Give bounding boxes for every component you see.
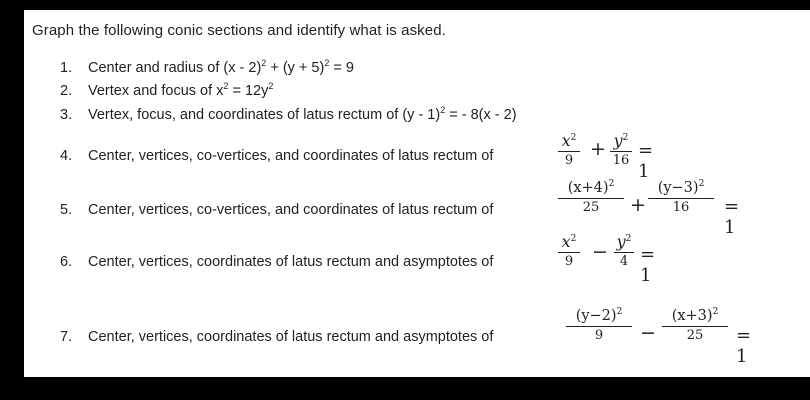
item-text: Vertex, focus, and coordinates of latus rectum of (y - 1) [88, 107, 441, 123]
item-number: 3. [60, 107, 73, 123]
item-text: Center, vertices, coordinates of latus rectum and asymptotes of [88, 329, 494, 345]
fraction [566, 309, 632, 342]
item-text: + (y + 5) [266, 60, 325, 76]
list-item-5 [60, 202, 493, 218]
exponent: 2 [622, 133, 629, 143]
numerator: x [561, 131, 571, 150]
item-text: = - 8(x - 2) [445, 107, 517, 123]
exponent: 2 [616, 307, 623, 317]
operator: + [590, 138, 606, 160]
item-number: 6. [60, 254, 73, 270]
denominator: 25 [582, 199, 600, 215]
exponent: 2 [223, 81, 229, 91]
list-item-2 [60, 83, 273, 99]
denominator: 9 [564, 153, 574, 169]
fraction [610, 133, 632, 167]
exponent: 2 [698, 179, 705, 189]
exponent: 2 [570, 234, 577, 244]
denominator: 25 [686, 327, 704, 343]
list-item-6 [60, 254, 493, 270]
exponent: 2 [625, 234, 632, 244]
operator: − [592, 241, 608, 263]
item-number: 4. [60, 148, 73, 164]
numerator: y [616, 232, 626, 251]
equation-rhs: = 1 [638, 140, 654, 182]
list-item-3 [60, 107, 517, 123]
item-number: 5. [60, 202, 73, 218]
fraction [558, 133, 580, 167]
item-text: Center and radius of (x - 2) [88, 60, 262, 76]
list-item-7 [60, 329, 493, 345]
exponent: 2 [712, 307, 719, 317]
operator: + [630, 194, 646, 216]
exponent: 2 [324, 58, 330, 68]
item-number: 1. [60, 60, 73, 76]
item-text: Center, vertices, co-vertices, and coordinates of latus rectum of [88, 148, 494, 164]
item-number: 2. [60, 83, 73, 99]
exponent: 2 [440, 105, 446, 115]
fraction [648, 181, 714, 214]
exponent: 2 [268, 81, 274, 91]
denominator: 16 [672, 199, 690, 215]
fraction [662, 309, 728, 342]
item-text: = 9 [329, 60, 354, 76]
equation-rhs: = 1 [736, 325, 752, 367]
worksheet [24, 10, 810, 377]
item-text: = 12y [228, 83, 269, 99]
denominator: 9 [594, 327, 604, 343]
numerator: (y−3) [657, 180, 699, 196]
exponent: 2 [570, 133, 577, 143]
numerator: (x+4) [567, 180, 609, 196]
denominator: 9 [564, 254, 574, 270]
numerator: x [561, 232, 571, 251]
list-item-1 [60, 60, 354, 76]
item-text: Center, vertices, co-vertices, and coordinates of latus rectum of [88, 202, 494, 218]
item-text: Vertex and focus of x [88, 83, 224, 99]
item-number: 7. [60, 329, 73, 345]
numerator: y [613, 131, 623, 150]
denominator: 16 [612, 153, 630, 169]
page-heading: Graph the following conic sections and identify what is asked. [32, 22, 446, 39]
numerator: (x+3) [671, 308, 713, 324]
exponent: 2 [261, 58, 267, 68]
list-item-4 [60, 148, 493, 164]
equation-rhs: = 1 [640, 244, 656, 286]
fraction [558, 181, 624, 214]
denominator: 4 [619, 254, 629, 270]
fraction [558, 234, 580, 268]
equation-rhs: = 1 [724, 196, 740, 238]
exponent: 2 [608, 179, 615, 189]
operator: − [640, 322, 656, 344]
top-edge-mask [20, 0, 180, 2]
numerator: (y−2) [575, 308, 617, 324]
fraction [614, 234, 634, 268]
item-text: Center, vertices, coordinates of latus rectum and asymptotes of [88, 254, 494, 270]
